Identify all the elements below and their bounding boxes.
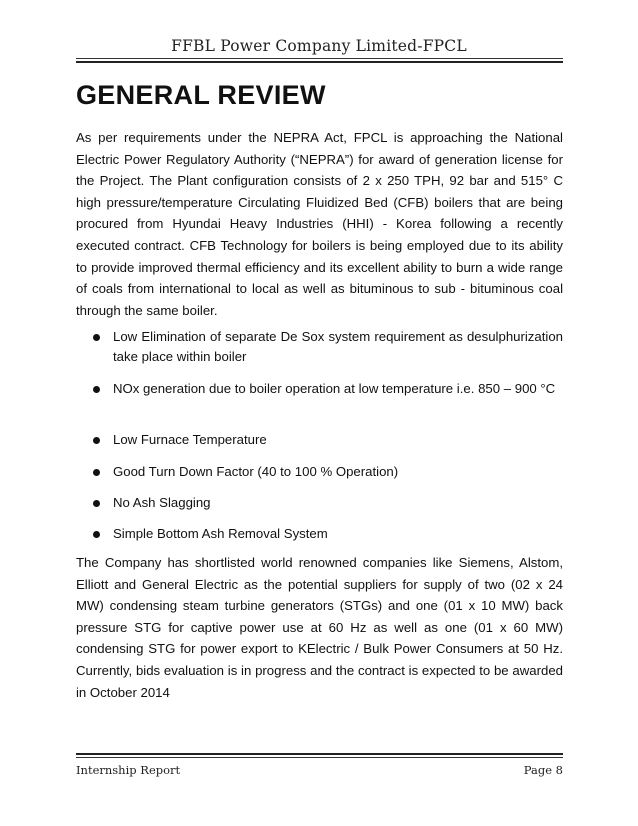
- header-rule-thick: [76, 61, 563, 63]
- list-item: [76, 327, 563, 367]
- list-item: [76, 524, 563, 544]
- suppliers-paragraph: The Company has shortlisted world renowned companies like Siemens, Alstom, Elliott and General Electric as the potential suppliers for supply of two (02 x 24 MW) condensing steam turbine generators (STGs) and one (01 x 10 MW) back pressure STG for captive power use at 60 Hz as well as one (01 x 60 MW) condensing STG for power export to KElectric / Bulk Power Consumers at 50 Hz. Currently, bids evaluation is in progress and the contract is expected to be awarded in October 2014: [76, 555, 563, 700]
- list-item: [76, 430, 563, 450]
- list-item-text: NOx generation due to boiler operation at low temperature i.e. 850 – 900 °C: [113, 381, 556, 396]
- page-number: Page 8: [523, 763, 563, 777]
- bullet-icon: [93, 500, 100, 507]
- header-rule-thin: [76, 58, 563, 59]
- footer-rule-thin: [76, 757, 563, 758]
- page-title: GENERAL REVIEW: [76, 80, 326, 110]
- footer-document-label: Internship Report: [76, 763, 181, 777]
- list-item-text: No Ash Slagging: [113, 495, 211, 510]
- list-item: [76, 493, 563, 513]
- footer-rule-thick: [76, 753, 563, 755]
- bullet-icon: [93, 386, 100, 393]
- list-item: [76, 462, 563, 482]
- list-item: [76, 379, 563, 399]
- list-item-text: Good Turn Down Factor (40 to 100 % Operation): [113, 464, 399, 479]
- list-item-text: Low Furnace Temperature: [113, 432, 267, 447]
- bullet-icon: [93, 437, 100, 444]
- list-item-text: Low Elimination of separate De Sox system requirement as desulphurization take place within boiler: [113, 329, 563, 364]
- bullet-icon: [93, 469, 100, 476]
- bullet-icon: [93, 531, 100, 538]
- header-title: FFBL Power Company Limited-FPCL: [171, 37, 467, 55]
- list-item-text: Simple Bottom Ash Removal System: [113, 526, 328, 541]
- intro-paragraph: As per requirements under the NEPRA Act, FPCL is approaching the National Electric Power Regulatory Authority (“NEPRA”) for award of generation license for the Project. The Plant configuration consists of 2 x 250 TPH, 92 bar and 515° C high pressure/temperature Circulating Fluidized Bed (CFB) boilers that are being procured from Hyundai Heavy Industries (HHI) - Korea following a recently executed contract. CFB Technology for boilers is being employed due to its ability to provide improved thermal efficiency and its excellent ability to burn a wide range of coals from international to local as well as bituminous to sub - bituminous coal through the same boiler.: [76, 130, 563, 318]
- bullet-icon: [93, 334, 100, 341]
